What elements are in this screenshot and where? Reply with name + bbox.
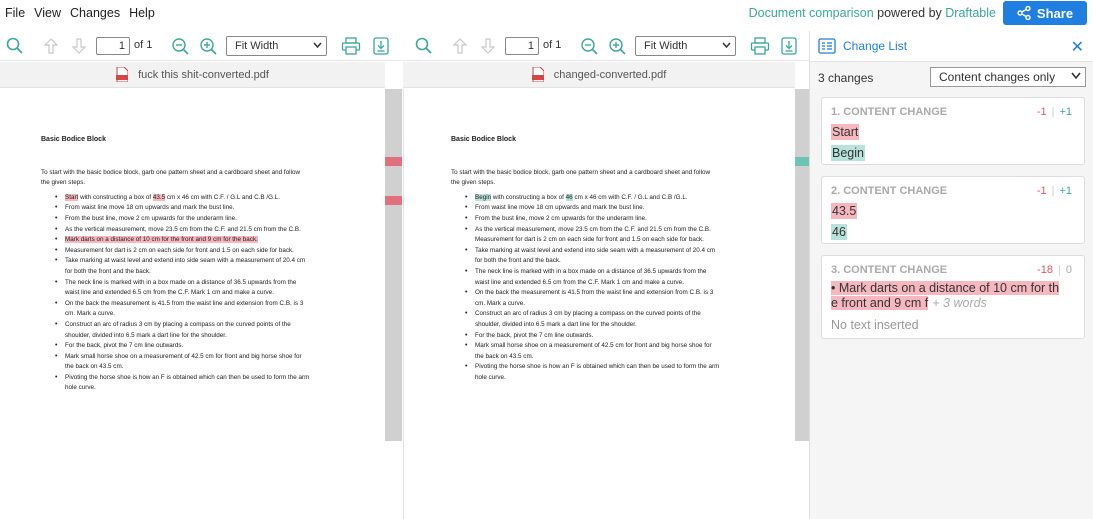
inserted-text[interactable]: 46	[565, 193, 573, 201]
deleted-count: -1	[1036, 185, 1047, 197]
list-item: • The neck line is marked with in a box made on a distance of 36.5 upwards from the	[451, 267, 786, 278]
list-item-continuation: shoulder, divided into 6.5 mark a dart line for the shoulder.	[65, 331, 227, 339]
next-change-icon[interactable]	[68, 35, 90, 57]
more-words-link[interactable]: + 3 words	[932, 296, 987, 310]
list-item-continuation: waist line and extended 6.5 cm from the C.F. Mark 1 cm and make a curve.	[65, 289, 274, 297]
share-button[interactable]	[1003, 1, 1087, 25]
list-item: • Construct an arc of radius 3 cm by placing a compass on the curved points of the	[41, 320, 371, 331]
list-item: • As the vertical measurement, move 23.5 cm from the C.F. and 21.5 cm from the C.B.	[451, 225, 786, 236]
brand-name[interactable]: Draftable	[945, 6, 996, 20]
print-icon[interactable]	[749, 35, 771, 57]
print-icon[interactable]	[340, 35, 362, 57]
list-item-continuation: shoulder, divided into 6.5 mark a dart line for the shoulder.	[475, 320, 637, 328]
list-item-continuation: for both the front and the back.	[475, 257, 561, 265]
brand-powered-by: powered by	[877, 6, 942, 20]
left-change-gutter[interactable]	[385, 89, 402, 441]
list-item-continuation: cm. Mark a curve.	[65, 310, 116, 318]
search-icon[interactable]	[413, 35, 435, 57]
deleted-text: 43.5	[832, 204, 857, 218]
list-item: • On the back the measurement is 41.5 from the waist line and extension from C.B. is 3	[41, 299, 371, 310]
doc-title: Basic Bodice Block	[41, 136, 106, 143]
change-list-icon	[818, 38, 836, 54]
change-card-title: 3. CONTENT CHANGE	[831, 264, 948, 276]
right-file-name: changed-converted.pdf	[553, 68, 667, 81]
inserted-count: 0	[1065, 264, 1072, 276]
list-item: • Take marking at waist level and extend into side seam with a measurement of 20.4 cm	[41, 256, 371, 267]
change-stats: -1 | +1	[1036, 185, 1072, 197]
list-item: • From waist line move 18 cm upwards and mark the bust line.	[451, 203, 786, 214]
left-document-page	[41, 135, 371, 394]
list-item-text: with constructing a box of	[80, 193, 152, 201]
list-item: • Take marking at waist level and extend into side seam with a measurement of 20.4 cm	[451, 246, 786, 257]
no-insertion-note: No text inserted	[831, 318, 919, 332]
list-item: • From the bust line, move 2 cm upwards for the underarm line.	[451, 214, 786, 225]
deleted-text[interactable]: Mark darts on a distance of 10 cm for the front and 9 cm for the back.	[65, 236, 258, 244]
inserted-text[interactable]: Begin	[475, 193, 492, 201]
deleted-text[interactable]: 43.5	[152, 193, 166, 201]
change-card-title: 1. CONTENT CHANGE	[831, 106, 948, 118]
list-item	[41, 235, 371, 246]
deleted-text-block	[831, 281, 1075, 311]
change-card[interactable]	[821, 176, 1085, 244]
doc-intro-2: the given steps.	[41, 179, 86, 187]
change-filter-select[interactable]	[930, 67, 1086, 87]
deleted-text: e front and 9 cm f	[831, 296, 929, 310]
list-item: • Construct an arc of radius 3 cm by placing a compass on the curved points of the	[451, 309, 786, 320]
zoom-in-icon[interactable]	[197, 35, 219, 57]
next-change-icon[interactable]	[477, 35, 499, 57]
change-list-panel	[809, 31, 1093, 519]
doc-list	[451, 193, 786, 384]
chevron-down-icon	[1071, 72, 1081, 80]
deleted-text: Start	[832, 125, 859, 139]
menu-help[interactable]: Help	[129, 6, 155, 20]
page-number-input[interactable]: 1	[96, 37, 130, 55]
previous-change-icon[interactable]	[449, 35, 471, 57]
change-list-header	[810, 31, 1093, 62]
inserted-count: +1	[1059, 185, 1072, 197]
list-item-continuation: waist line and extended 6.5 cm from the C.F. Mark 1 cm and make a curve.	[475, 278, 684, 286]
left-toolbar	[0, 31, 402, 61]
menu-changes[interactable]: Changes	[70, 6, 121, 20]
page-count: of 1	[543, 39, 562, 51]
list-item-continuation: the back on 43.5 cm.	[475, 352, 534, 360]
list-item: • Pivoting the horse shoe is how an F is obtained which can then be used to form the arm	[451, 362, 786, 373]
list-item-continuation: Measurement for dart is 2 cm on each side for front and 1.5 on each side for back.	[475, 236, 704, 244]
menu-file[interactable]: File	[5, 6, 26, 20]
zoom-out-icon[interactable]	[578, 35, 600, 57]
zoom-select[interactable]	[226, 36, 327, 56]
change-stats: -18 | 0	[1037, 264, 1072, 276]
change-count: 3 changes	[818, 71, 874, 85]
doc-intro: To start with the basic bodice block, garb one pattern sheet and a cardboard sheet and follow	[451, 168, 711, 176]
list-item: • From waist line move 18 cm upwards and mark the bust line.	[41, 203, 371, 214]
right-document-page	[451, 135, 786, 383]
menu-view[interactable]: View	[34, 6, 62, 20]
list-item-text: cm x 46 cm with C.F. / G.L and C.B /G.L.	[166, 193, 281, 201]
right-change-gutter[interactable]	[795, 89, 809, 441]
zoom-select[interactable]	[635, 36, 736, 56]
list-item-continuation: hole curve.	[65, 384, 96, 392]
right-toolbar	[403, 31, 809, 61]
change-card-title: 2. CONTENT CHANGE	[831, 185, 948, 197]
inserted-count: +1	[1059, 106, 1072, 118]
list-item-text: cm x 46 cm with C.F. / G.L and C.B /G.L.	[574, 193, 688, 201]
list-item-continuation: hole curve.	[475, 373, 506, 381]
gutter-blank	[795, 441, 809, 519]
list-item: • For the back, pivot the 7 cm line outwards.	[451, 331, 786, 342]
list-item	[451, 193, 786, 204]
left-document-pane[interactable]	[0, 89, 385, 519]
main-menu	[5, 6, 164, 20]
list-item	[41, 193, 371, 204]
inserted-text: Begin	[832, 146, 864, 160]
share-icon	[1017, 6, 1031, 20]
right-file-bar	[403, 62, 795, 88]
doc-title: Basic Bodice Block	[451, 136, 516, 143]
list-item: • Pivoting the horse shoe is how an F is obtained which can then be used to form the arm	[41, 373, 371, 384]
list-item: • From the bust line, move 2 cm upwards for the underarm line.	[41, 214, 371, 225]
chevron-down-icon	[313, 42, 322, 49]
list-item: • Mark small horse shoe on a measurement of 42.5 cm for front and big horse shoe for	[41, 352, 371, 363]
previous-change-icon[interactable]	[40, 35, 62, 57]
zoom-select-value: Fit Width	[644, 40, 688, 52]
list-item-continuation: the back on 43.5 cm.	[65, 363, 124, 371]
change-stats: -1 | +1	[1036, 106, 1072, 118]
list-item: • Measurement for dart is 2 cm on each side for front and 1.5 on each side for back.	[41, 246, 371, 257]
list-item-continuation: for both the front and the back.	[65, 267, 151, 275]
change-list-title: Change List	[843, 39, 908, 53]
download-icon[interactable]	[778, 35, 800, 57]
close-icon[interactable]: ✕	[1070, 39, 1084, 56]
list-item: • Mark small horse shoe on a measurement of 42.5 cm for front and big horse shoe for	[451, 341, 786, 352]
doc-intro-2: the given steps.	[451, 179, 496, 187]
change-marker[interactable]	[385, 157, 402, 166]
download-icon[interactable]	[370, 35, 392, 57]
deleted-count: -18	[1037, 264, 1054, 276]
deleted-text[interactable]: Start	[65, 193, 79, 201]
change-filter-value: Content changes only	[939, 70, 1056, 84]
inserted-text: 46	[832, 225, 846, 239]
change-card[interactable]	[821, 97, 1085, 165]
pdf-file-icon	[116, 67, 128, 82]
deleted-count: -1	[1036, 106, 1047, 118]
chevron-down-icon	[722, 42, 731, 49]
zoom-in-icon[interactable]	[606, 35, 628, 57]
list-item: • For the back, pivot the 7 cm line outwards.	[41, 341, 371, 352]
menu-bar	[0, 0, 1093, 30]
share-label: Share	[1036, 5, 1074, 21]
deleted-text: • Mark darts on a distance of 10 cm for th	[831, 281, 1060, 295]
gutter-blank	[385, 441, 402, 519]
change-marker[interactable]	[795, 157, 809, 166]
list-item-text: with constructing a box of	[492, 193, 564, 201]
change-card[interactable]	[821, 255, 1085, 339]
list-item: • As the vertical measurement, move 23.5 cm from the C.F. and 21.5 cm from the C.B.	[41, 225, 371, 236]
pdf-file-icon	[532, 67, 544, 82]
doc-list	[41, 193, 371, 394]
left-file-name: fuck this shit-converted.pdf	[138, 68, 269, 81]
list-item: • On the back the measurement is 41.5 from the waist line and extension from C.B. is 3	[451, 288, 786, 299]
right-document-pane[interactable]	[403, 89, 795, 519]
list-item-continuation: cm. Mark a curve.	[475, 299, 526, 307]
page-number-input[interactable]: 1	[505, 37, 539, 55]
change-marker[interactable]	[385, 196, 402, 205]
zoom-out-icon[interactable]	[169, 35, 191, 57]
doc-intro: To start with the basic bodice block, garb one pattern sheet and a cardboard sheet and follow	[41, 168, 301, 176]
page-count: of 1	[134, 39, 153, 51]
list-item: • The neck line is marked with in a box made on a distance of 36.5 upwards from the	[41, 278, 371, 289]
zoom-select-value: Fit Width	[235, 40, 279, 52]
brand-product[interactable]: Document comparison	[748, 6, 874, 20]
search-icon[interactable]	[4, 35, 26, 57]
left-file-bar	[0, 62, 385, 88]
brand-credit	[749, 6, 996, 20]
